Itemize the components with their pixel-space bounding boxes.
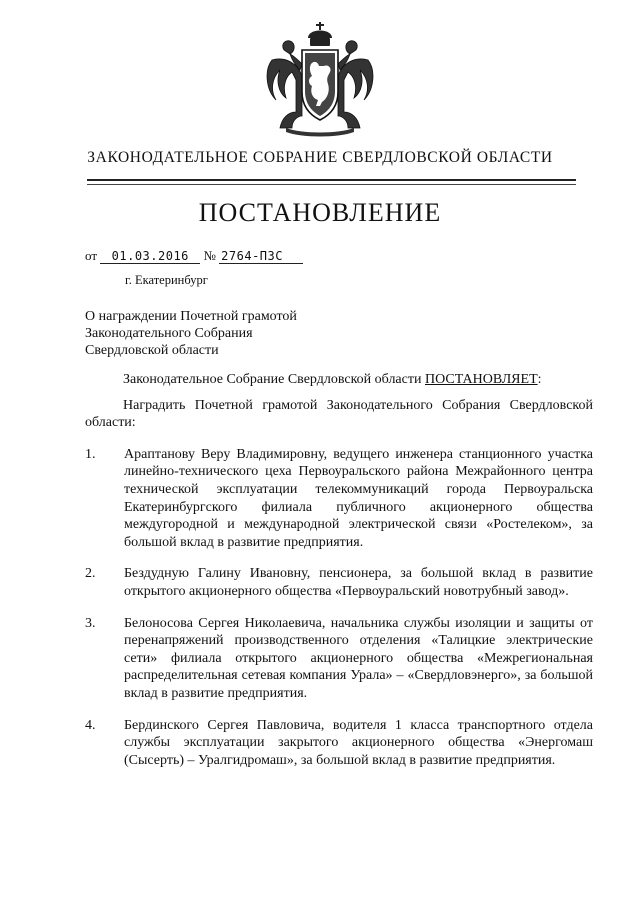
list-item: [85, 446, 593, 552]
preamble-keyword: ПОСТАНОВЛЯЕТ: [424, 372, 538, 387]
item-number: 4.: [85, 717, 96, 733]
document-body: [85, 371, 593, 783]
list-item: [85, 615, 593, 703]
subject-line: Законодательного Собрания: [85, 326, 253, 341]
document-number: 2764-ПЗС: [219, 249, 303, 264]
date-prefix: от: [85, 248, 98, 263]
document-date: 01.03.2016: [100, 249, 200, 264]
item-text: Бердинского Сергея Павловича, водителя 1 класса транспортного отдела службы эксплуатации закрытого акционерного общества «Энергомаш (Сысерть) – Уралгидромаш», за большой вклад в развитие предприятия.: [124, 717, 593, 768]
header-rule-thin: [87, 184, 576, 185]
document-title: ПОСТАНОВЛЕНИЕ: [198, 198, 442, 227]
organization-name: ЗАКОНОДАТЕЛЬНОЕ СОБРАНИЕ СВЕРДЛОВСКОЙ ОБЛАСТИ: [87, 149, 553, 166]
item-number: 1.: [85, 446, 96, 462]
item-text: Арaптанову Веру Владимировну, ведущего инженера станционного участка линейно-технического цеха Первоуральского района Межрайонного центра технической эксплуатации телекоммуникаций города Первоуральска Екатеринбургского филиала публичного акционерного общества междугородной и международной электрической связи «Ростелеком», за большой вклад в развитие предприятия.: [124, 446, 593, 550]
document-meta: [85, 248, 303, 264]
item-number: 3.: [85, 615, 96, 631]
coat-of-arms-icon: [262, 20, 378, 138]
document-subject: [85, 308, 297, 359]
list-item: [85, 717, 593, 770]
item-text: Белоносова Сергея Николаевича, начальника службы изоляции и защиты от перенапряжений производственного отделения «Талицкие электрические сети» филиала открытого акционерного общества «Межрегиональная распределительная сетевая компания Урала» – «Свердловэнерго», за большой вклад в развитие предприятия.: [124, 615, 593, 701]
item-number: 2.: [85, 566, 96, 582]
item-text: Бездудную Галину Ивановну, пенсионера, за большой вклад в развитие открытого акционерного общества «Первоуральский новотрубный завод».: [124, 566, 593, 599]
preamble-text: Законодательное Собрание Свердловской области: [123, 372, 422, 387]
preamble-end: :: [537, 372, 542, 387]
subject-line: Свердловской области: [85, 343, 219, 358]
preamble: [85, 371, 593, 389]
header-rule-thick: [87, 179, 576, 181]
lead-paragraph: Наградить Почетной грамотой Законодательного Собрания Свердловской области:: [85, 397, 593, 431]
subject-line: О награждении Почетной грамотой: [85, 309, 297, 324]
number-prefix: №: [203, 248, 216, 263]
document-city: г. Екатеринбург: [125, 273, 208, 287]
list-item: [85, 565, 593, 600]
